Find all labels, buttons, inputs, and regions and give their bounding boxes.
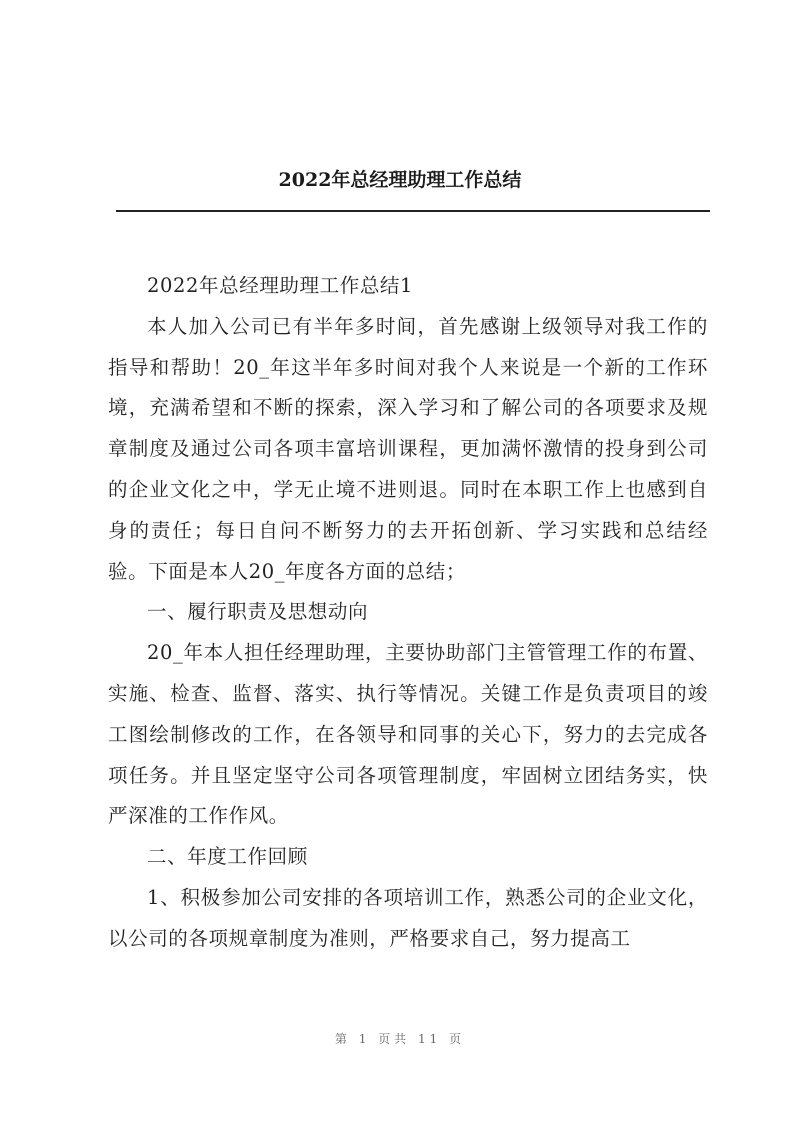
section-heading: 一、履行职责及思想动向: [147, 600, 369, 624]
section-heading: 二、年度工作回顾: [147, 845, 308, 869]
section-heading: 2022年总经理助理工作总结1: [147, 274, 414, 297]
title-divider: [116, 210, 710, 212]
page-footer: 第 1 页共 11 页: [334, 1032, 466, 1046]
body-paragraph: 1、积极参加公司安排的各项培训工作，熟悉公司的企业文化，以公司的各项规章制度为准则，严格要求自己，努力提高工: [108, 885, 708, 950]
document-title: 2022年总经理助理工作总结: [278, 169, 522, 191]
body-paragraph: 20_年本人担任经理助理，主要协助部门主管管理工作的布置、实施、检查、监督、落实、执行等情况。关键工作是负责项目的竣工图绘制修改的工作，在各领导和同事的关心下，努力的去完成各项任务。并且坚定坚守公司各项管理制度，牢固树立团结务实，快严深准的工作作风。: [108, 641, 708, 828]
document-body: [108, 266, 708, 960]
body-paragraph: 本人加入公司已有半年多时间，首先感谢上级领导对我工作的指导和帮助！20_年这半年多时间对我个人来说是一个新的工作环境，充满希望和不断的探索，深入学习和了解公司的各项要求及规章制度及通过公司各项丰富培训课程，更加满怀激情的投身到公司的企业文化之中，学无止境不进则退。同时在本职工作上也感到自身的责任；每日自问不断努力的去开拓创新、学习实践和总结经验。下面是本人20_年度各方面的总结；: [108, 314, 708, 583]
